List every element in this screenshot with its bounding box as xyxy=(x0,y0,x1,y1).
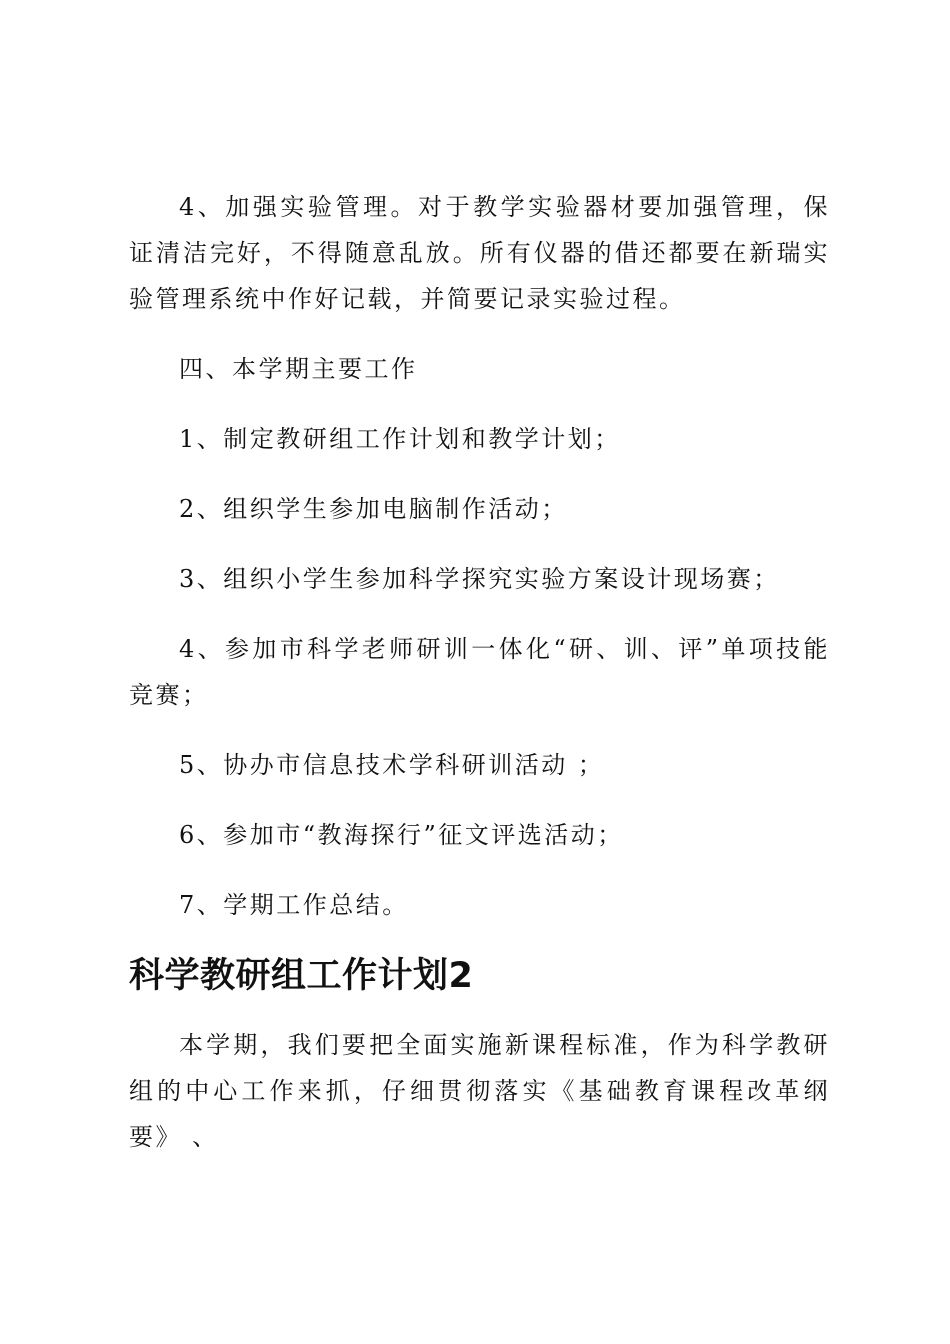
list-item-6: 6、参加市“教海探行”征文评选活动； xyxy=(179,821,624,849)
section-heading-main-work: 四、本学期主要工作 xyxy=(179,355,418,383)
paragraph-intro-plan-2: 本学期，我们要把全面实施新课程标准，作为科学教研组的中心工作来抓，仔细贯彻落实《基础教育课程改革纲要》 、 xyxy=(129,1031,830,1151)
paragraph-experiment-management: 4、加强实验管理。对于教学实验器材要加强管理，保证清洁完好，不得随意乱放。所有仪器的借还都要在新瑞实验管理系统中作好记载，并简要记录实验过程。 xyxy=(129,193,830,313)
list-item-2: 2、组织学生参加电脑制作活动； xyxy=(179,495,568,523)
list-item-4: 4、参加市科学老师研训一体化“研、训、评”单项技能竞赛； xyxy=(129,635,830,709)
list-item-5: 5、协办市信息技术学科研训活动 ； xyxy=(179,751,605,779)
document-title-plan-2: 科学教研组工作计划2 xyxy=(129,956,474,996)
document-body xyxy=(129,184,830,1184)
list-item-1: 1、制定教研组工作计划和教学计划； xyxy=(179,425,621,453)
list-item-3: 3、组织小学生参加科学探究实验方案设计现场赛； xyxy=(179,565,780,593)
list-item-7: 7、学期工作总结。 xyxy=(179,891,409,919)
